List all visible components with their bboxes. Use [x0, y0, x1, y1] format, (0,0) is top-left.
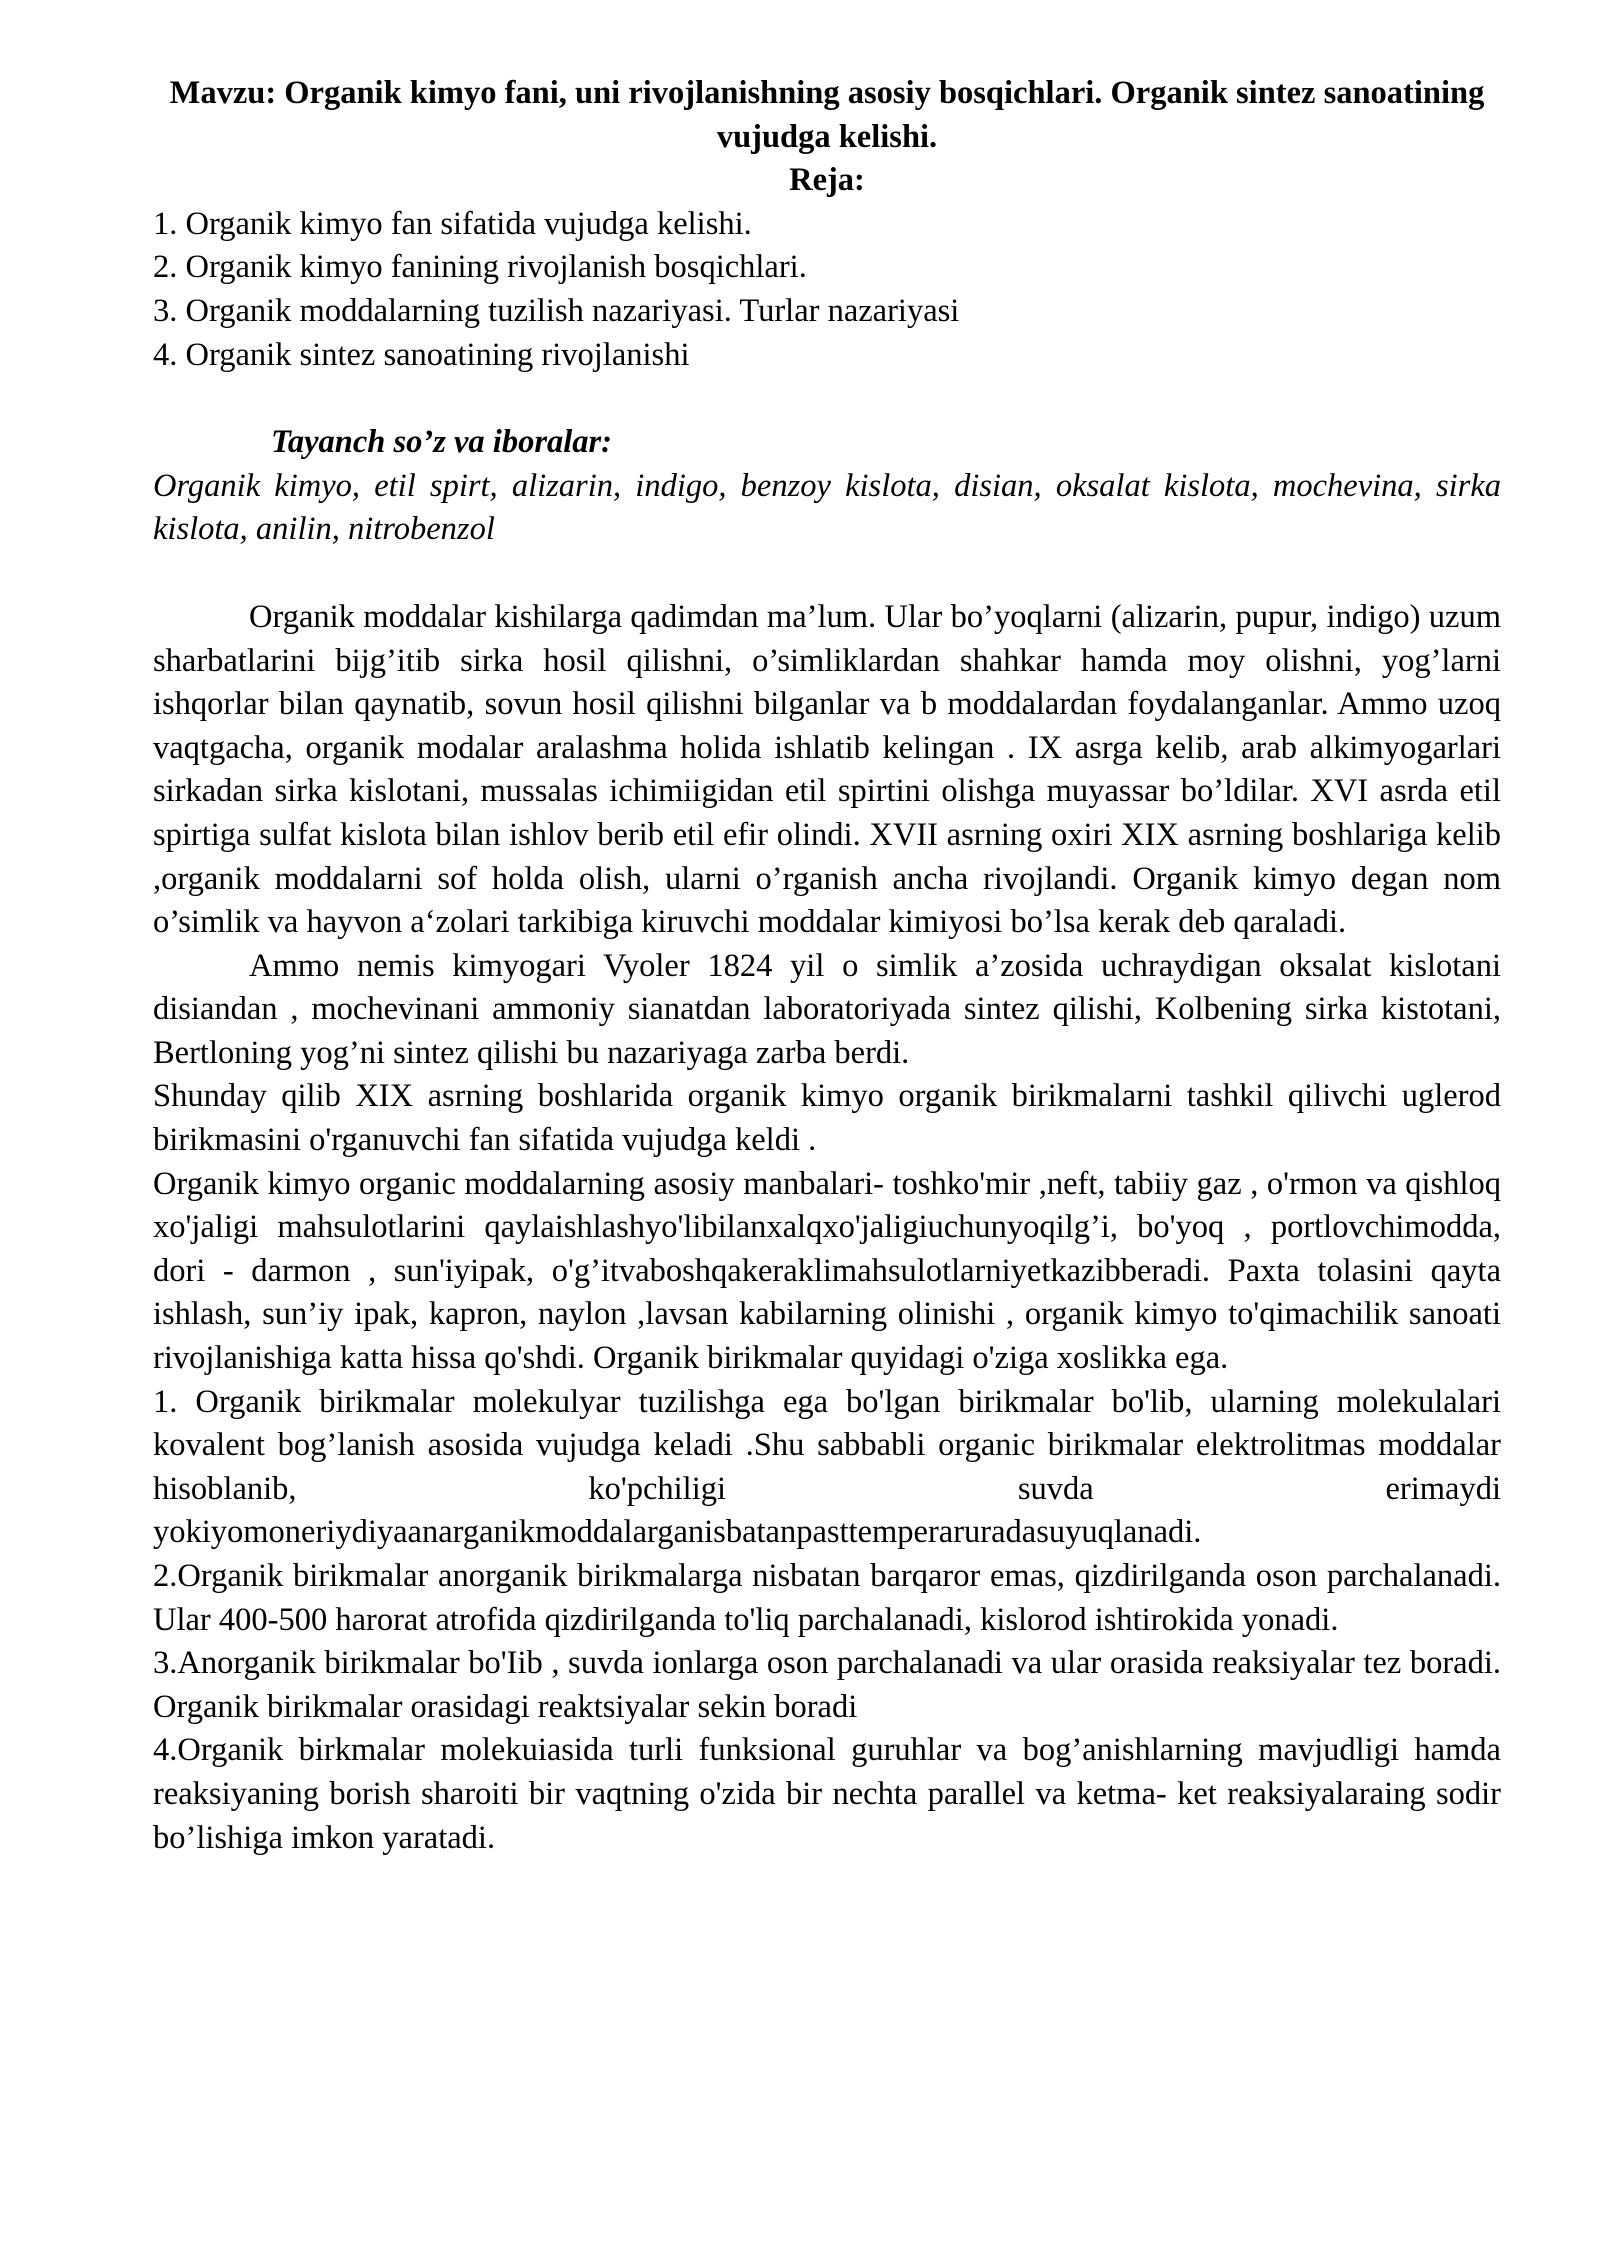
property-item: 4.Organik birkmalar molekuiasida turli funksional guruhlar va bog’anishlarning mavjudligi hamda reaksiyaning borish sharoiti bir vaqtning o'zida bir nechta parallel va ketma- ket reaksiyalaraing sodir bo’lishiga imkon yaratadi. — [153, 1732, 1501, 1856]
plan-heading: Reja: — [789, 162, 865, 199]
body-paragraph: Organik moddalar kishilarga qadimdan ma’lum. Ular bo’yoqlarni (alizarin, pupur, indigo) uzum sharbatlarini bijg’itib sirka hosil qilishni, o’simliklardan shahkar hamda moy olishni, yog’larni ishqorlar bilan qaynatib, sovun hosil qilishni bilganlar va b moddalardan foydalanganlar. Ammo uzoq vaqtgacha, organik modalar aralashma holida ishlatib kelingan . IX asrga kelib, arab alkimyogarlari sirkadan sirka kislotani, mussalas ichimiigidan etil spirtini olishga muyassar bo’ldilar. XVI asrda etil spirtiga sulfat kislota bilan ishlov berib etil efir olindi. XVII asrning oxiri XIX asrning boshlariga kelib ,organik moddalarni sof holda olish, ularni o’rganish ancha rivojlandi. Organik kimyo degan nom o’simlik va hayvon a‘zolari tarkibiga kiruvchi moddalar kimiyosi bo’lsa kerak deb qaraladi. — [153, 598, 1501, 941]
keywords-text: Organik kimyo, etil spirt, alizarin, indigo, benzoy kislota, disian, oksalat kislota, mochevina, sirka kislota, anilin, nitrobenzol — [153, 467, 1501, 548]
plan-item: 2. Organik kimyo fanining rivojlanish bosqichlari. — [153, 249, 807, 286]
body-paragraph: Organik kimyo organic moddalarning asosiy manbalari- toshko'mir ,neft, tabiiy gaz , o'rmon va qishloq xo'jaligi mahsulotlarini qaylaishlashyo'libilanxalqxo'jaligiuchunyoqilg’i, bo'yoq , portlovchimodda, dori - darmon , sun'iyipak, o'g’itvaboshqakeraklimahsulotlarniyetkazibberadi. Paxta tolasini qayta ishlash, sun’iy ipak, kapron, naylon ,lavsan kabilarning olinishi , organik kimyo to'qimachilik sanoati rivojlanishiga katta hissa qo'shdi. Organik birikmalar quyidagi o'ziga xoslikka ega. — [153, 1165, 1501, 1377]
property-item: 3.Anorganik birikmalar bo'Iib , suvda ionlarga oson parchalanadi va ular orasida reaksiyalar tez boradi. Organik birikmalar orasidagi reaktsiyalar sekin boradi — [153, 1645, 1501, 1725]
property-item: 1. Organik birikmalar molekulyar tuzilishga ega bo'lgan birikmalar bo'lib, ularning molekulalari kovalent bog’lanish asosida vujudga keladi .Shu sabbabli organic birikmalar elektrolitmas moddalar hisoblanib, ko'pchiligi suvda erimaydi yokiyomoneriydiyaanarganikmoddalarganisbatanpasttemperaruradasuyuqlanadi. — [153, 1383, 1501, 1551]
plan-list — [153, 203, 1501, 377]
keywords-heading: Tayanch so’z va iboralar: — [271, 424, 612, 461]
document-page — [153, 72, 1501, 1860]
spacer — [153, 552, 1501, 596]
plan-item: 1. Organik kimyo fan sifatida vujudga kelishi. — [153, 205, 752, 242]
plan-item: 3. Organik moddalarning tuzilish nazariyasi. Turlar nazariyasi — [153, 292, 960, 329]
property-item: 2.Organik birikmalar anorganik birikmalarga nisbatan barqaror emas, qizdirilganda oson parchalanadi. Ular 400-500 harorat atrofida qizdirilganda to'liq parchalanadi, kislorod ishtirokida yonadi. — [153, 1558, 1501, 1638]
body-paragraph: Ammo nemis kimyogari Vyoler 1824 yil o simlik a’zosida uchraydigan oksalat kislotani disiandan , mochevinani ammoniy sianatdan laboratoriyada sintez qilishi, Kolbening sirka kistotani, Bertloning yog’ni sintez qilishi bu nazariyaga zarba berdi. — [153, 947, 1501, 1071]
document-title: Mavzu: Organik kimyo fani, uni rivojlanishning asosiy bosqichlari. Organik sintez sanoatining vujudga kelishi. — [169, 75, 1485, 155]
plan-item: 4. Organik sintez sanoatining rivojlanishi — [153, 336, 690, 373]
spacer — [153, 377, 1501, 421]
body-paragraph: Shunday qilib XIX asrning boshlarida organik kimyo organik birikmalarni tashkil qilivchi uglerod birikmasini o'rganuvchi fan sifatida vujudga keldi . — [153, 1078, 1501, 1159]
